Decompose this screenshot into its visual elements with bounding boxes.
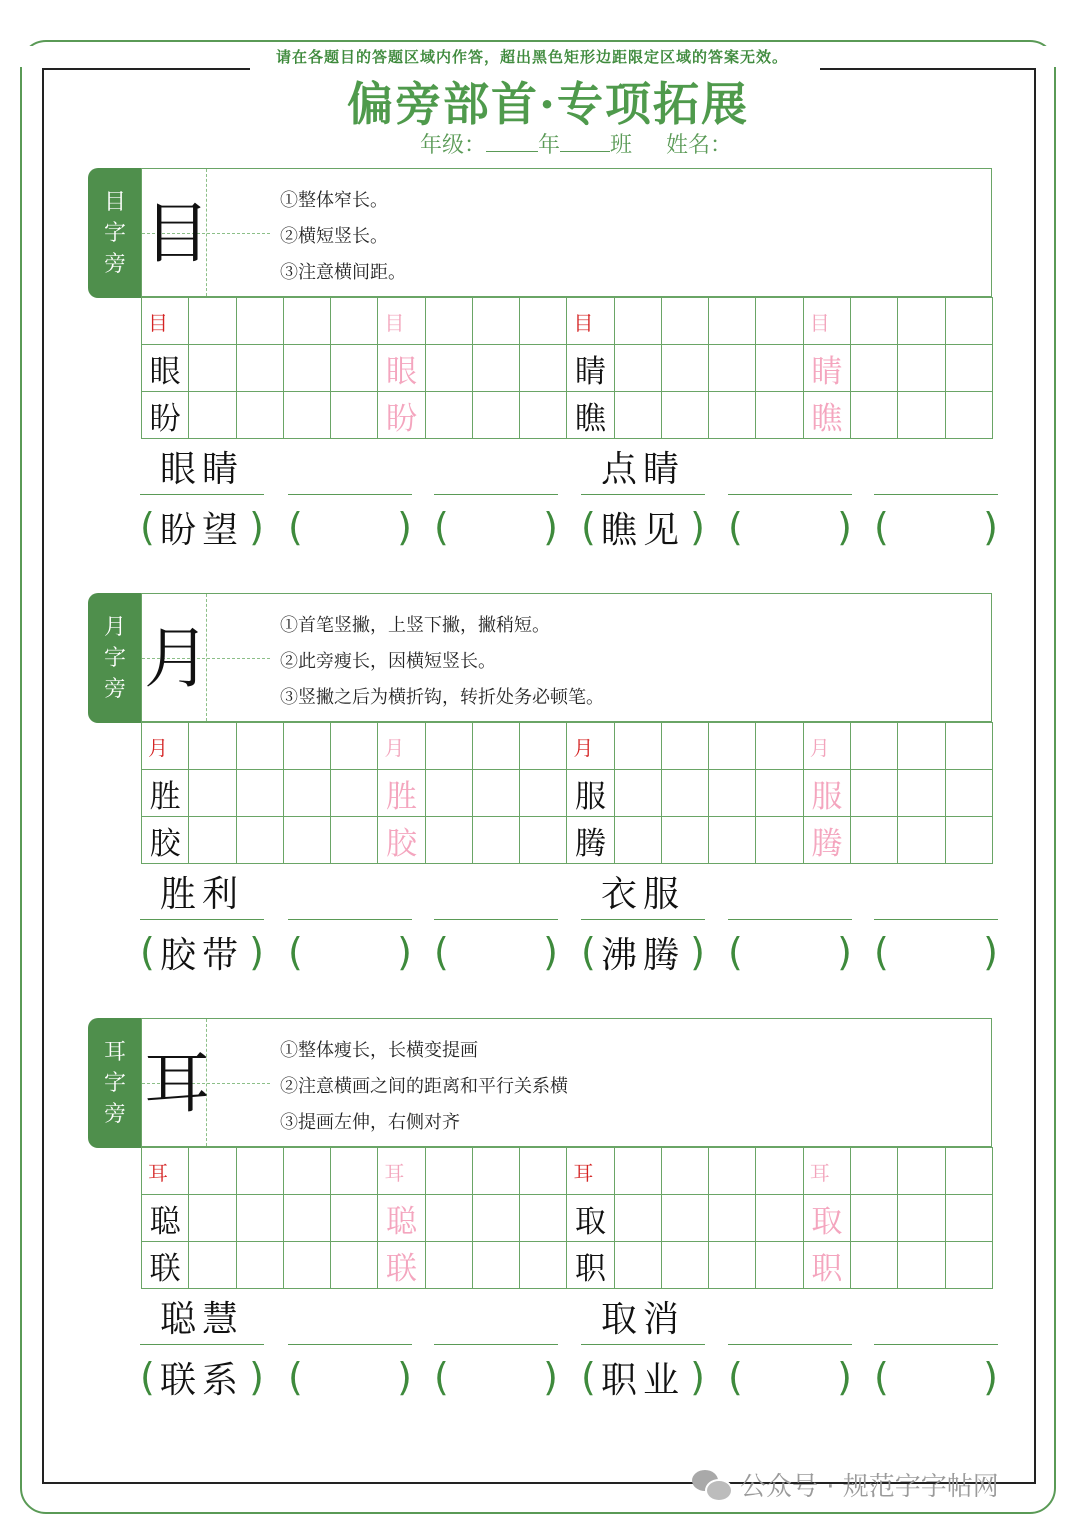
paren-answer-slot[interactable] [728, 929, 852, 975]
writing-tip: ①整体瘦长，长横变提画 [280, 1040, 478, 1061]
paren-answer-slot[interactable] [140, 1354, 264, 1400]
open-paren: ( [434, 930, 449, 974]
writing-tips-box [270, 593, 992, 722]
watermark-text: 公众号 · 规范字字帖网 [740, 1472, 999, 1502]
close-paren: ) [690, 930, 705, 974]
close-paren: ) [543, 1355, 558, 1399]
practice-cell[interactable] [284, 345, 331, 392]
practice-cell[interactable] [189, 723, 236, 770]
practice-cell[interactable] [520, 298, 567, 345]
practice-cell[interactable] [473, 298, 520, 345]
radical-section [0, 593, 1080, 1003]
practice-cell[interactable] [284, 770, 331, 817]
practice-cell[interactable] [426, 345, 473, 392]
practice-cell[interactable] [331, 392, 378, 439]
practice-cell[interactable] [189, 345, 236, 392]
practice-cell[interactable] [426, 1148, 473, 1195]
radical-section [0, 1018, 1080, 1428]
practice-cell[interactable] [662, 1148, 709, 1195]
practice-cell[interactable]: 取 [567, 1195, 614, 1242]
year-label: 年 [538, 133, 561, 158]
practice-cell[interactable] [709, 392, 756, 439]
radical-tab-char: 字 [103, 645, 126, 671]
radical-tab-char: 字 [103, 220, 126, 246]
practice-cell[interactable] [946, 1195, 993, 1242]
practice-cell[interactable] [615, 298, 662, 345]
radical-section [0, 168, 1080, 578]
paren-answer-slot[interactable] [581, 1354, 705, 1400]
open-paren: ( [581, 505, 596, 549]
practice-cell[interactable] [662, 770, 709, 817]
writing-tip: ②横短竖长。 [280, 226, 388, 247]
open-paren: ( [874, 1355, 889, 1399]
open-paren: ( [728, 505, 743, 549]
practice-cell[interactable] [662, 392, 709, 439]
practice-cell[interactable] [237, 392, 284, 439]
writing-tip: ③提画左伸，右侧对齐 [280, 1112, 460, 1133]
radical-tab-char: 旁 [103, 251, 126, 277]
paren-answer-slot[interactable] [288, 504, 412, 550]
paren-word: 盼望 [159, 509, 244, 551]
practice-cell[interactable] [331, 345, 378, 392]
practice-cell[interactable] [851, 1242, 898, 1289]
practice-cell[interactable] [898, 817, 945, 864]
practice-cell[interactable] [331, 1148, 378, 1195]
paren-answer-slot[interactable] [874, 929, 998, 975]
radical-tab-char: 月 [103, 614, 126, 640]
paren-answer-slot[interactable] [140, 504, 264, 550]
practice-cell[interactable] [946, 298, 993, 345]
word-line[interactable]: 眼睛 [140, 448, 264, 495]
paren-word: 沸腾 [600, 934, 685, 976]
close-paren: ) [837, 930, 852, 974]
practice-grid [141, 722, 993, 864]
practice-cell[interactable] [520, 1148, 567, 1195]
word-practice-area [140, 1298, 1000, 1408]
practice-cell[interactable] [520, 723, 567, 770]
practice-cell[interactable]: 服 [567, 770, 614, 817]
practice-cell[interactable] [615, 723, 662, 770]
radical-tab-char: 字 [103, 1070, 126, 1096]
practice-cell[interactable] [709, 723, 756, 770]
writing-tip: ②注意横画之间的距离和平行关系横 [280, 1076, 568, 1097]
practice-cell[interactable] [237, 298, 284, 345]
close-paren: ) [690, 505, 705, 549]
writing-tip: ②此旁瘦长，因横短竖长。 [280, 651, 496, 672]
practice-cell[interactable]: 月 [567, 723, 614, 770]
open-paren: ( [728, 1355, 743, 1399]
radical-example-box [141, 593, 271, 722]
grade-label: 年级： [420, 133, 487, 158]
practice-cell[interactable] [426, 392, 473, 439]
answer-notice: 请在各题目的答题区域内作答，超出黑色矩形边距限定区域的答案无效。 [0, 46, 1064, 67]
practice-cell[interactable] [709, 1195, 756, 1242]
practice-cell[interactable] [662, 1242, 709, 1289]
word-line[interactable]: 衣服 [581, 873, 705, 920]
paren-answer-slot[interactable] [434, 1354, 558, 1400]
practice-cell[interactable] [615, 392, 662, 439]
practice-cell[interactable] [237, 1242, 284, 1289]
practice-cell[interactable] [851, 770, 898, 817]
practice-cell[interactable]: 目 [142, 298, 189, 345]
practice-cell[interactable] [426, 1242, 473, 1289]
practice-cell[interactable] [473, 1148, 520, 1195]
paren-word: 联系 [159, 1359, 244, 1401]
word-line[interactable] [434, 873, 558, 920]
practice-cell[interactable]: 睛 [567, 345, 614, 392]
practice-cell[interactable] [756, 1242, 803, 1289]
practice-cell[interactable]: 瞧 [567, 392, 614, 439]
word-line[interactable]: 胜利 [140, 873, 264, 920]
radical-tab-char: 旁 [103, 1101, 126, 1127]
practice-cell[interactable] [284, 1195, 331, 1242]
practice-cell[interactable] [709, 770, 756, 817]
open-paren: ( [140, 505, 155, 549]
practice-cell[interactable] [756, 345, 803, 392]
practice-cell[interactable] [520, 345, 567, 392]
practice-cell[interactable] [473, 723, 520, 770]
practice-cell[interactable]: 腾 [567, 817, 614, 864]
practice-cell[interactable] [426, 1195, 473, 1242]
open-paren: ( [581, 930, 596, 974]
radical-example: 目 [144, 195, 210, 272]
paren-answer-slot[interactable] [874, 504, 998, 550]
practice-cell[interactable] [284, 723, 331, 770]
practice-cell[interactable]: 胜 [142, 770, 189, 817]
practice-cell[interactable] [898, 392, 945, 439]
open-paren: ( [288, 930, 303, 974]
practice-cell[interactable] [237, 723, 284, 770]
writing-tip: ①首笔竖撇，上竖下撇，撇稍短。 [280, 615, 550, 636]
practice-cell[interactable] [946, 345, 993, 392]
practice-cell[interactable] [473, 1242, 520, 1289]
radical-tab-char: 耳 [103, 1039, 126, 1065]
practice-cell[interactable] [946, 770, 993, 817]
practice-cell[interactable]: 胜 [378, 770, 425, 817]
open-paren: ( [288, 1355, 303, 1399]
practice-cell[interactable] [662, 345, 709, 392]
practice-cell[interactable]: 盼 [378, 392, 425, 439]
practice-cell[interactable] [851, 817, 898, 864]
practice-cell[interactable]: 胶 [378, 817, 425, 864]
wechat-icon [692, 1470, 730, 1500]
radical-tab [88, 593, 142, 723]
practice-cell[interactable] [898, 770, 945, 817]
practice-cell[interactable] [615, 345, 662, 392]
practice-cell[interactable] [898, 345, 945, 392]
practice-cell[interactable] [237, 770, 284, 817]
practice-cell[interactable] [851, 345, 898, 392]
practice-cell[interactable]: 目 [804, 298, 851, 345]
practice-cell[interactable] [662, 723, 709, 770]
practice-cell[interactable] [189, 817, 236, 864]
close-paren: ) [249, 1355, 264, 1399]
practice-cell[interactable] [756, 817, 803, 864]
word-line[interactable] [288, 448, 412, 495]
practice-cell[interactable] [946, 817, 993, 864]
practice-cell[interactable]: 聪 [378, 1195, 425, 1242]
paren-word: 瞧见 [600, 509, 685, 551]
radical-example-box [141, 1018, 271, 1147]
practice-cell[interactable]: 耳 [378, 1148, 425, 1195]
close-paren: ) [837, 505, 852, 549]
practice-cell[interactable]: 目 [378, 298, 425, 345]
word-line[interactable] [874, 1298, 998, 1345]
paren-answer-slot[interactable] [581, 929, 705, 975]
practice-cell[interactable] [284, 1148, 331, 1195]
practice-cell[interactable]: 职 [567, 1242, 614, 1289]
practice-cell[interactable] [898, 298, 945, 345]
practice-cell[interactable] [756, 1195, 803, 1242]
practice-cell[interactable] [756, 1148, 803, 1195]
word-line[interactable]: 点睛 [581, 448, 705, 495]
radical-example-box [141, 168, 271, 297]
writing-tip: ③竖撇之后为横折钩，转折处务必顿笔。 [280, 687, 604, 708]
open-paren: ( [874, 505, 889, 549]
practice-cell[interactable] [331, 723, 378, 770]
practice-cell[interactable] [237, 345, 284, 392]
practice-cell[interactable] [426, 817, 473, 864]
practice-cell[interactable] [520, 817, 567, 864]
open-paren: ( [434, 1355, 449, 1399]
practice-grid [141, 297, 993, 439]
practice-cell[interactable] [662, 1195, 709, 1242]
practice-cell[interactable] [426, 770, 473, 817]
close-paren: ) [983, 930, 998, 974]
practice-cell[interactable] [426, 298, 473, 345]
word-line[interactable] [728, 873, 852, 920]
practice-cell[interactable] [189, 392, 236, 439]
practice-cell[interactable]: 月 [804, 723, 851, 770]
practice-cell[interactable] [473, 392, 520, 439]
practice-cell[interactable] [615, 1148, 662, 1195]
practice-cell[interactable]: 睛 [804, 345, 851, 392]
practice-cell[interactable] [284, 298, 331, 345]
practice-cell[interactable] [756, 298, 803, 345]
practice-cell[interactable] [284, 1242, 331, 1289]
practice-cell[interactable]: 耳 [567, 1148, 614, 1195]
practice-cell[interactable] [520, 1242, 567, 1289]
word-line[interactable] [288, 1298, 412, 1345]
practice-cell[interactable] [331, 1242, 378, 1289]
practice-cell[interactable] [662, 817, 709, 864]
paren-word: 胶带 [159, 934, 244, 976]
practice-cell[interactable]: 耳 [142, 1148, 189, 1195]
practice-cell[interactable] [851, 1148, 898, 1195]
radical-tab [88, 1018, 142, 1148]
open-paren: ( [140, 1355, 155, 1399]
close-paren: ) [249, 930, 264, 974]
word-line[interactable] [728, 448, 852, 495]
practice-cell[interactable] [520, 1195, 567, 1242]
practice-cell[interactable] [851, 298, 898, 345]
open-paren: ( [874, 930, 889, 974]
practice-cell[interactable]: 联 [378, 1242, 425, 1289]
close-paren: ) [397, 1355, 412, 1399]
radical-tab [88, 168, 142, 298]
practice-cell[interactable]: 腾 [804, 817, 851, 864]
practice-cell[interactable] [473, 345, 520, 392]
close-paren: ) [397, 505, 412, 549]
practice-cell[interactable] [709, 817, 756, 864]
practice-cell[interactable] [615, 817, 662, 864]
practice-cell[interactable] [189, 770, 236, 817]
practice-cell[interactable] [189, 1195, 236, 1242]
open-paren: ( [288, 505, 303, 549]
word-line[interactable]: 聪慧 [140, 1298, 264, 1345]
paren-answer-slot[interactable] [728, 1354, 852, 1400]
practice-cell[interactable]: 聪 [142, 1195, 189, 1242]
close-paren: ) [837, 1355, 852, 1399]
grade-blank[interactable] [486, 131, 538, 152]
open-paren: ( [434, 505, 449, 549]
practice-cell[interactable] [615, 1242, 662, 1289]
practice-cell[interactable] [331, 298, 378, 345]
practice-cell[interactable] [520, 392, 567, 439]
paren-answer-slot[interactable] [288, 929, 412, 975]
practice-cell[interactable] [237, 817, 284, 864]
practice-cell[interactable] [331, 770, 378, 817]
practice-cell[interactable] [284, 817, 331, 864]
practice-cell[interactable] [426, 723, 473, 770]
practice-cell[interactable] [709, 298, 756, 345]
practice-cell[interactable]: 耳 [804, 1148, 851, 1195]
class-label: 班 [610, 133, 633, 158]
paren-answer-slot[interactable] [728, 504, 852, 550]
close-paren: ) [983, 1355, 998, 1399]
word-line[interactable] [874, 448, 998, 495]
word-practice-area [140, 448, 1000, 558]
radical-example: 月 [144, 620, 210, 697]
close-paren: ) [249, 505, 264, 549]
practice-cell[interactable]: 服 [804, 770, 851, 817]
word-line[interactable] [434, 448, 558, 495]
word-line[interactable] [874, 873, 998, 920]
radical-example: 耳 [144, 1045, 210, 1122]
writing-tips-box [270, 1018, 992, 1147]
practice-cell[interactable] [709, 1148, 756, 1195]
practice-cell[interactable] [851, 392, 898, 439]
paren-answer-slot[interactable] [434, 929, 558, 975]
practice-cell[interactable] [756, 723, 803, 770]
practice-cell[interactable]: 职 [804, 1242, 851, 1289]
word-line[interactable] [728, 1298, 852, 1345]
close-paren: ) [690, 1355, 705, 1399]
practice-cell[interactable] [615, 1195, 662, 1242]
practice-cell[interactable]: 瞧 [804, 392, 851, 439]
close-paren: ) [983, 505, 998, 549]
page-title: 偏旁部首·专项拓展 [346, 77, 749, 131]
practice-cell[interactable] [189, 298, 236, 345]
practice-cell[interactable] [898, 723, 945, 770]
paren-answer-slot[interactable] [581, 504, 705, 550]
practice-cell[interactable]: 取 [804, 1195, 851, 1242]
practice-cell[interactable] [898, 1242, 945, 1289]
close-paren: ) [543, 505, 558, 549]
practice-cell[interactable]: 眼 [378, 345, 425, 392]
radical-tab-char: 目 [103, 189, 126, 215]
practice-cell[interactable]: 月 [142, 723, 189, 770]
practice-cell[interactable] [709, 345, 756, 392]
practice-cell[interactable] [237, 1195, 284, 1242]
word-line[interactable] [288, 873, 412, 920]
practice-cell[interactable] [237, 1148, 284, 1195]
practice-cell[interactable] [189, 1148, 236, 1195]
practice-cell[interactable] [662, 298, 709, 345]
practice-cell[interactable] [898, 1148, 945, 1195]
open-paren: ( [728, 930, 743, 974]
practice-cell[interactable] [946, 1242, 993, 1289]
writing-tip: ③注意横间距。 [280, 262, 406, 283]
practice-grid [141, 1147, 993, 1289]
paren-answer-slot[interactable] [288, 1354, 412, 1400]
practice-cell[interactable] [709, 1242, 756, 1289]
practice-cell[interactable] [756, 770, 803, 817]
watermark [692, 1466, 999, 1503]
practice-cell[interactable]: 目 [567, 298, 614, 345]
close-paren: ) [543, 930, 558, 974]
practice-cell[interactable] [851, 723, 898, 770]
word-practice-area [140, 873, 1000, 983]
radical-tab-char: 旁 [103, 676, 126, 702]
writing-tips-box [270, 168, 992, 297]
practice-cell[interactable] [331, 1195, 378, 1242]
paren-answer-slot[interactable] [434, 504, 558, 550]
practice-cell[interactable] [473, 817, 520, 864]
practice-cell[interactable] [946, 1148, 993, 1195]
word-line[interactable] [434, 1298, 558, 1345]
practice-cell[interactable] [473, 770, 520, 817]
student-info-line [420, 128, 732, 159]
paren-answer-slot[interactable] [140, 929, 264, 975]
class-blank[interactable] [560, 131, 610, 152]
practice-cell[interactable] [756, 392, 803, 439]
practice-cell[interactable] [520, 770, 567, 817]
practice-cell[interactable] [946, 392, 993, 439]
practice-cell[interactable] [946, 723, 993, 770]
name-label: 姓名： [666, 133, 733, 158]
paren-word: 职业 [600, 1359, 685, 1401]
paren-answer-slot[interactable] [874, 1354, 998, 1400]
practice-cell[interactable]: 胶 [142, 817, 189, 864]
practice-cell[interactable] [331, 817, 378, 864]
close-paren: ) [397, 930, 412, 974]
practice-cell[interactable] [615, 770, 662, 817]
practice-cell[interactable]: 月 [378, 723, 425, 770]
practice-cell[interactable] [189, 1242, 236, 1289]
practice-cell[interactable]: 盼 [142, 392, 189, 439]
practice-cell[interactable] [284, 392, 331, 439]
practice-cell[interactable]: 联 [142, 1242, 189, 1289]
word-line[interactable]: 取消 [581, 1298, 705, 1345]
open-paren: ( [140, 930, 155, 974]
practice-cell[interactable]: 眼 [142, 345, 189, 392]
practice-cell[interactable] [851, 1195, 898, 1242]
practice-cell[interactable] [473, 1195, 520, 1242]
writing-tip: ①整体窄长。 [280, 190, 388, 211]
open-paren: ( [581, 1355, 596, 1399]
practice-cell[interactable] [898, 1195, 945, 1242]
